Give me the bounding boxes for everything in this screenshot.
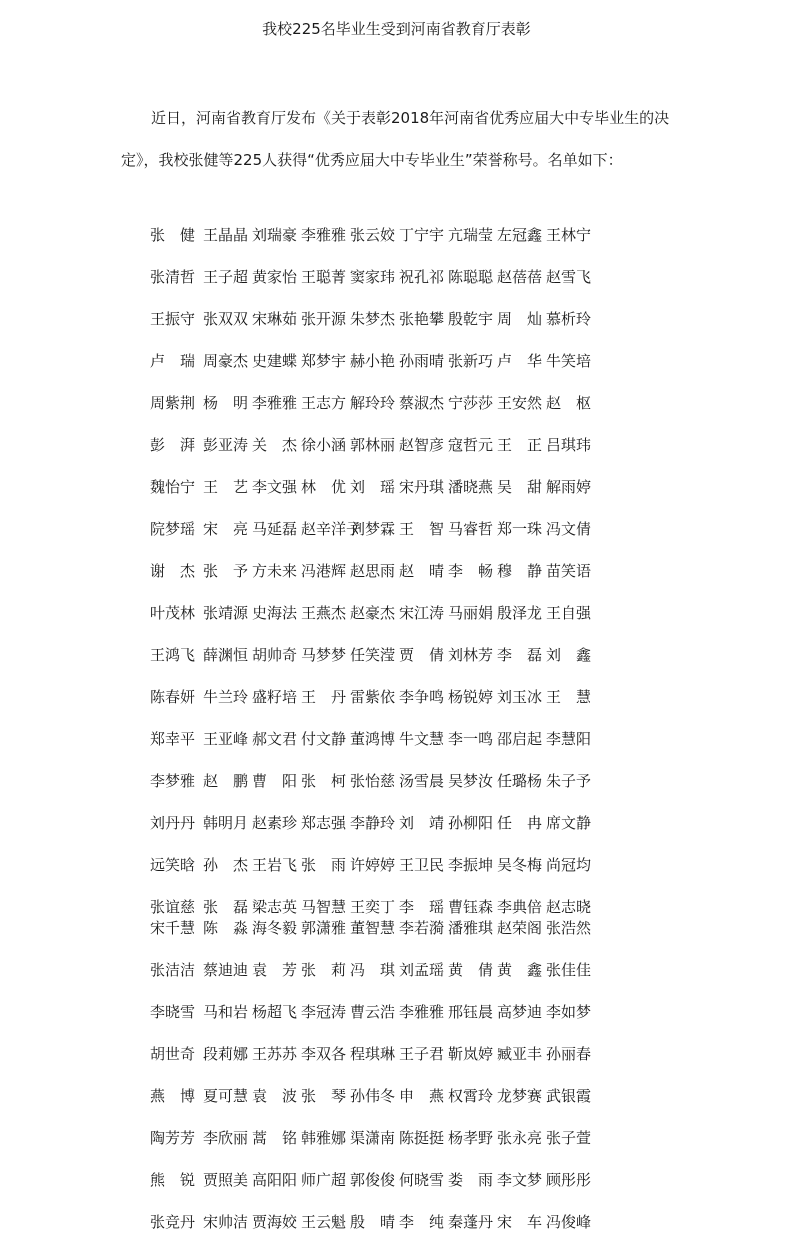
honoree-name: 赵雪飞: [546, 268, 592, 286]
honoree-name: 魏怡宁: [150, 478, 196, 496]
honoree-name: 付文静: [301, 730, 347, 748]
honoree-name: 陶芳芳: [150, 1129, 196, 1147]
honoree-name: 曹钰森: [448, 898, 494, 916]
honoree-name: 彭 湃: [150, 436, 196, 454]
honoree-name: 梁志英: [252, 898, 298, 916]
honoree-name: 邢钰晨: [448, 1003, 494, 1021]
honoree-name: 孙柳阳: [448, 814, 494, 832]
honoree-name: 董智慧: [350, 919, 396, 937]
honoree-name: 王自强: [546, 604, 592, 622]
honoree-name: 冯港辉: [301, 562, 347, 580]
honoree-name: 郝文君: [252, 730, 298, 748]
honoree-name: 王晶晶: [203, 226, 249, 244]
honoree-name: 尚冠均: [546, 856, 592, 874]
honoree-name: 王卫民: [399, 856, 445, 874]
honoree-name: 刘 鑫: [546, 646, 592, 664]
honoree-name: 殷泽龙: [497, 604, 543, 622]
honoree-name: 顾彤彤: [546, 1171, 592, 1189]
honoree-name: 李一鸣: [448, 730, 494, 748]
honoree-name: 关 杰: [252, 436, 298, 454]
honoree-name: 孙 杰: [203, 856, 249, 874]
honoree-name: 盛籽培: [252, 688, 298, 706]
honoree-name: 申 燕: [399, 1087, 445, 1105]
honoree-name: 何晓雪: [399, 1171, 445, 1189]
honoree-name: 臧亚丰: [497, 1045, 543, 1063]
honoree-name: 蔡淑杰: [399, 394, 445, 412]
honoree-name: 谢 杰: [150, 562, 196, 580]
honoree-name: 赵思雨: [350, 562, 396, 580]
honoree-name: 李若漪: [399, 919, 445, 937]
honoree-name: 赵素珍: [252, 814, 298, 832]
honoree-name: 陈挺挺: [399, 1129, 445, 1147]
honoree-name: 李文梦: [497, 1171, 543, 1189]
honoree-name: 蔡迪迪: [203, 961, 249, 979]
honoree-name: 孙丽春: [546, 1045, 592, 1063]
honoree-name: 张双双: [203, 310, 249, 328]
honoree-name: 杨超飞: [252, 1003, 298, 1021]
honoree-name: 薛渊恒: [203, 646, 249, 664]
honoree-name: 李冠涛: [301, 1003, 347, 1021]
honoree-name: 张云姣: [350, 226, 396, 244]
honoree-name: 黄 倩: [448, 961, 494, 979]
honoree-name: 孙伟冬: [350, 1087, 396, 1105]
honoree-name: 潘雅琪: [448, 919, 494, 937]
honoree-name: 袁 芳: [252, 961, 298, 979]
honoree-name: 张 琴: [301, 1087, 347, 1105]
honoree-name: 高阳阳: [252, 1171, 298, 1189]
honoree-name: 刘 瑶: [350, 478, 396, 496]
honoree-name: 张开源: [301, 310, 347, 328]
honoree-name: 张 予: [203, 562, 249, 580]
honoree-name: 赵 晴: [399, 562, 445, 580]
honoree-name: 韩明月: [203, 814, 249, 832]
honoree-name: 赵 鹏: [203, 772, 249, 790]
honoree-name: 赵豪杰: [350, 604, 396, 622]
name-row: [150, 1127, 710, 1169]
honoree-name: 丁宁宇: [399, 226, 445, 244]
honoree-name: 冯俊峰: [546, 1213, 592, 1231]
name-row: [150, 854, 710, 896]
honoree-name: 王 正: [497, 436, 543, 454]
honoree-name: 马延磊: [252, 520, 298, 538]
honoree-name: 李 畅: [448, 562, 494, 580]
honoree-name: 张 磊: [203, 898, 249, 916]
honoree-name: 贾海姣: [252, 1213, 298, 1231]
name-row: [150, 392, 710, 434]
honoree-name: 郑幸平: [150, 730, 196, 748]
honoree-name: 王振守: [150, 310, 196, 328]
honoree-name: 宋丹琪: [399, 478, 445, 496]
honoree-name: 李文强: [252, 478, 298, 496]
honoree-name: 叶茂林: [150, 604, 196, 622]
honoree-name: 靳岚婷: [448, 1045, 494, 1063]
honoree-name: 殷乾宇: [448, 310, 494, 328]
honoree-name: 王燕杰: [301, 604, 347, 622]
honoree-name: 郭林丽: [350, 436, 396, 454]
honoree-name: 宋 车: [497, 1213, 543, 1231]
honoree-name: 解雨婷: [546, 478, 592, 496]
honoree-name: 黄 鑫: [497, 961, 543, 979]
honoree-name: 刘 靖: [399, 814, 445, 832]
honoree-name: 胡帅奇: [252, 646, 298, 664]
honoree-name: 史建蝶: [252, 352, 298, 370]
honoree-name: 陈 淼: [203, 919, 249, 937]
honoree-name: 任笑滢: [350, 646, 396, 664]
honoree-name: 张艳攀: [399, 310, 445, 328]
honoree-name: 宋 亮: [203, 520, 249, 538]
honoree-name: 王 智: [399, 520, 445, 538]
name-row: [150, 518, 710, 560]
honoree-name: 赵智彦: [399, 436, 445, 454]
name-row: [150, 1211, 710, 1253]
honoree-name: 王 艺: [203, 478, 249, 496]
name-row: [150, 434, 710, 476]
honoree-name: 曹 阳: [252, 772, 298, 790]
honoree-name: 李雅雅: [399, 1003, 445, 1021]
honoree-name: 彭亚涛: [203, 436, 249, 454]
honoree-name: 赵志晓: [546, 898, 592, 916]
honoree-name: 马智慧: [301, 898, 347, 916]
honoree-name: 王安然: [497, 394, 543, 412]
name-row: [150, 266, 710, 308]
honoree-name: 张 莉: [301, 961, 347, 979]
name-row: [150, 476, 710, 518]
honoree-name: 穆 静: [497, 562, 543, 580]
name-row: [150, 644, 710, 686]
honoree-name: 任璐杨: [497, 772, 543, 790]
honoree-name: 汤雪晨: [399, 772, 445, 790]
honoree-name: 马梦梦: [301, 646, 347, 664]
honoree-name: 张 柯: [301, 772, 347, 790]
honoree-name: 李静玲: [350, 814, 396, 832]
honoree-name: 张永亮: [497, 1129, 543, 1147]
honoree-name: 武银霞: [546, 1087, 592, 1105]
honoree-name: 朱梦杰: [350, 310, 396, 328]
honoree-name: 郑志强: [301, 814, 347, 832]
honoree-name: 刘瑞豪: [252, 226, 298, 244]
honoree-name: 王林宁: [546, 226, 592, 244]
honoree-name: 海冬毅: [252, 919, 298, 937]
honoree-name: 王 丹: [301, 688, 347, 706]
name-row: [150, 350, 710, 392]
name-row: [150, 1043, 710, 1085]
honoree-name: 寇哲元: [448, 436, 494, 454]
honoree-name: 郭潇雅: [301, 919, 347, 937]
honoree-name: 张竞丹: [150, 1213, 196, 1231]
honoree-name: 程琪琳: [350, 1045, 396, 1063]
honoree-name: 宋江涛: [399, 604, 445, 622]
honoree-name: 李争鸣: [399, 688, 445, 706]
honoree-name-list: [150, 224, 710, 1253]
honoree-name: 吴冬梅: [497, 856, 543, 874]
honoree-name: 李雅雅: [301, 226, 347, 244]
honoree-name: 刘林芳: [448, 646, 494, 664]
honoree-name: 吕琪玮: [546, 436, 592, 454]
honoree-name: 史海法: [252, 604, 298, 622]
name-row: [150, 959, 710, 1001]
honoree-name: 李雅雅: [252, 394, 298, 412]
honoree-name: 张 健: [150, 226, 196, 244]
honoree-name: 曹云浩: [350, 1003, 396, 1021]
honoree-name: 夏可慧: [203, 1087, 249, 1105]
honoree-name: 徐小涵: [301, 436, 347, 454]
honoree-name: 张怡慈: [350, 772, 396, 790]
honoree-name: 许婷婷: [350, 856, 396, 874]
honoree-name: 赵 枢: [546, 394, 592, 412]
honoree-name: 王亚峰: [203, 730, 249, 748]
honoree-name: 胡世奇: [150, 1045, 196, 1063]
honoree-name: 朱子予: [546, 772, 592, 790]
honoree-name: 林 优: [301, 478, 347, 496]
honoree-name: 韩雅娜: [301, 1129, 347, 1147]
honoree-name: 李振坤: [448, 856, 494, 874]
honoree-name: 董鸿博: [350, 730, 396, 748]
honoree-name: 刘孟瑶: [399, 961, 445, 979]
name-row: [150, 1085, 710, 1127]
honoree-name: 牛文慧: [399, 730, 445, 748]
honoree-name: 牛笑培: [546, 352, 592, 370]
honoree-name: 杨锐婷: [448, 688, 494, 706]
name-row: [150, 602, 710, 644]
honoree-name: 刘玉冰: [497, 688, 543, 706]
honoree-name: 马丽娟: [448, 604, 494, 622]
honoree-name: 任 冉: [497, 814, 543, 832]
honoree-name: 赵辛洋子: [301, 520, 362, 538]
honoree-name: 王子君: [399, 1045, 445, 1063]
honoree-name: 李 瑶: [399, 898, 445, 916]
honoree-name: 席文静: [546, 814, 592, 832]
honoree-name: 远笑晗: [150, 856, 196, 874]
honoree-name: 郑一珠: [497, 520, 543, 538]
honoree-name: 贾 倩: [399, 646, 445, 664]
honoree-name: 李晓雪: [150, 1003, 196, 1021]
name-row: [150, 1169, 710, 1211]
honoree-name: 邵启起: [497, 730, 543, 748]
honoree-name: 张洁洁: [150, 961, 196, 979]
honoree-name: 张浩然: [546, 919, 592, 937]
honoree-name: 王子超: [203, 268, 249, 286]
honoree-name: 冯 琪: [350, 961, 396, 979]
honoree-name: 赫小艳: [350, 352, 396, 370]
honoree-name: 院梦瑶: [150, 520, 196, 538]
honoree-name: 王苏苏: [252, 1045, 298, 1063]
name-row: [150, 560, 710, 602]
honoree-name: 宋帅洁: [203, 1213, 249, 1231]
honoree-name: 牛兰玲: [203, 688, 249, 706]
honoree-name: 王聪菁: [301, 268, 347, 286]
honoree-name: 周豪杰: [203, 352, 249, 370]
honoree-name: 张 雨: [301, 856, 347, 874]
honoree-name: 潘晓燕: [448, 478, 494, 496]
honoree-name: 张子萱: [546, 1129, 592, 1147]
honoree-name: 黄家怡: [252, 268, 298, 286]
honoree-name: 吴 甜: [497, 478, 543, 496]
honoree-name: 权霄玲: [448, 1087, 494, 1105]
honoree-name: 渠潇南: [350, 1129, 396, 1147]
honoree-name: 娄 雨: [448, 1171, 494, 1189]
honoree-name: 卢 华: [497, 352, 543, 370]
honoree-name: 赵荣阁: [497, 919, 543, 937]
honoree-name: 方未来: [252, 562, 298, 580]
honoree-name: 马睿哲: [448, 520, 494, 538]
honoree-name: 窦家玮: [350, 268, 396, 286]
honoree-name: 秦蓬丹: [448, 1213, 494, 1231]
honoree-name: 张佳佳: [546, 961, 592, 979]
honoree-name: 熊 锐: [150, 1171, 196, 1189]
honoree-name: 周紫荆: [150, 394, 196, 412]
honoree-name: 左冠鑫: [497, 226, 543, 244]
honoree-name: 殷 晴: [350, 1213, 396, 1231]
honoree-name: 雷紫依: [350, 688, 396, 706]
honoree-name: 龙梦赛: [497, 1087, 543, 1105]
honoree-name: 高梦迪: [497, 1003, 543, 1021]
honoree-name: 段莉娜: [203, 1045, 249, 1063]
honoree-name: 解玲玲: [350, 394, 396, 412]
honoree-name: 李欣丽: [203, 1129, 249, 1147]
honoree-name: 慕析玲: [546, 310, 592, 328]
honoree-name: 郭俊俊: [350, 1171, 396, 1189]
honoree-name: 周 灿: [497, 310, 543, 328]
intro-paragraph: [121, 97, 681, 181]
honoree-name: 冯文倩: [546, 520, 592, 538]
honoree-name: 李 磊: [497, 646, 543, 664]
honoree-name: 刘梦霖: [350, 520, 396, 538]
honoree-name: 贾照美: [203, 1171, 249, 1189]
honoree-name: 刘丹丹: [150, 814, 196, 832]
honoree-name: 师广超: [301, 1171, 347, 1189]
honoree-name: 祝孔祁: [399, 268, 445, 286]
article-title: 我校225名毕业生受到河南省教育厅表彰: [262, 20, 531, 38]
honoree-name: 李慧阳: [546, 730, 592, 748]
name-row: [150, 308, 710, 350]
honoree-name: 蒿 铭: [252, 1129, 298, 1147]
honoree-name: 李如梦: [546, 1003, 592, 1021]
name-row: [150, 770, 710, 812]
honoree-name: 郑梦宇: [301, 352, 347, 370]
honoree-name: 张新巧: [448, 352, 494, 370]
honoree-name: 杨孝野: [448, 1129, 494, 1147]
honoree-name: 赵蓓蓓: [497, 268, 543, 286]
honoree-name: 张谊慈: [150, 898, 196, 916]
intro-text: 近日，河南省教育厅发布《关于表彰2018年河南省优秀应届大中专毕业生的决定》，我校张健等225人获得“优秀应届大中专毕业生”荣誉称号。名单如下：: [121, 109, 670, 169]
honoree-name: 张清哲: [150, 268, 196, 286]
name-row: [150, 224, 710, 266]
name-row: [150, 728, 710, 770]
name-row: [150, 812, 710, 854]
honoree-name: 王奕丁: [350, 898, 396, 916]
honoree-name: 陈聪聪: [448, 268, 494, 286]
honoree-name: 宁莎莎: [448, 394, 494, 412]
honoree-name: 杨 明: [203, 394, 249, 412]
honoree-name: 李 纯: [399, 1213, 445, 1231]
honoree-name: 陈春妍: [150, 688, 196, 706]
honoree-name: 王 慧: [546, 688, 592, 706]
honoree-name: 宋千慧: [150, 919, 196, 937]
name-row: [150, 917, 710, 959]
honoree-name: 燕 博: [150, 1087, 196, 1105]
honoree-name: 王鸿飞: [150, 646, 196, 664]
honoree-name: 王云魁: [301, 1213, 347, 1231]
honoree-name: 李双各: [301, 1045, 347, 1063]
honoree-name: 吴梦汝: [448, 772, 494, 790]
name-row: [150, 896, 710, 917]
honoree-name: 张靖源: [203, 604, 249, 622]
honoree-name: 王岩飞: [252, 856, 298, 874]
honoree-name: 苗笑语: [546, 562, 592, 580]
honoree-name: 李梦雅: [150, 772, 196, 790]
name-row: [150, 1001, 710, 1043]
name-row: [150, 686, 710, 728]
honoree-name: 卢 瑞: [150, 352, 196, 370]
honoree-name: 宋琳茹: [252, 310, 298, 328]
honoree-name: 李典倍: [497, 898, 543, 916]
honoree-name: 马和岩: [203, 1003, 249, 1021]
honoree-name: 亢瑞莹: [448, 226, 494, 244]
honoree-name: 王志方: [301, 394, 347, 412]
honoree-name: 袁 波: [252, 1087, 298, 1105]
honoree-name: 孙雨晴: [399, 352, 445, 370]
